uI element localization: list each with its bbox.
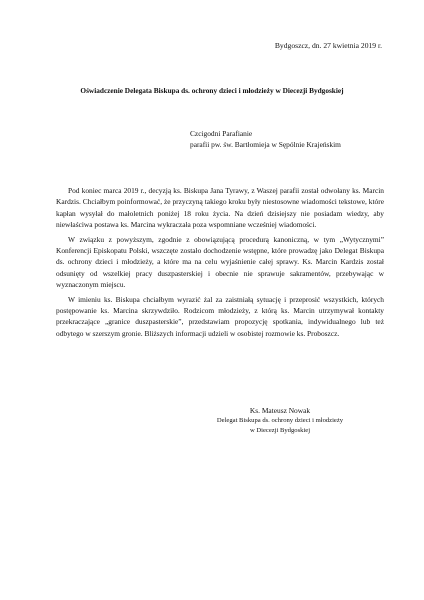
greeting-line-1: Czcigodni Parafianie [190,129,253,138]
signatory-role-line-1: Delegat Biskupa ds. ochrony dzieci i młodzieży [216,417,344,424]
greeting-line-2: parafii pw. św. Bartłomieja w Sępólnie Krajeńskim [190,140,341,149]
paragraph-3: W imieniu ks. Biskupa chciałbym wyrazić żal za zaistniałą sytuację i przeprosić wszystkich, których postępowanie ks. Marcina skrzywdziło. Rodzicom młodzieży, z którą ks. Marcin utrzymywał kontakty przekraczające „granice duszpasterskie”, przedstawiam propozycję spotkania, indywidualnego lub też odbytego w szerszym gronie. Bliższych informacji udzieli w osobistej rozmowie ks. Proboszcz. [56,294,384,338]
signatory-name: Ks. Mateusz Nowak [249,406,311,415]
signature-block [200,405,360,435]
letter-body [56,185,384,342]
signatory-role-line-2: w Diecezji Bydgoskiej [249,426,311,434]
paragraph-2: W związku z powyższym, zgodnie z obowiązującą procedurą kanoniczną, w tym „Wytycznymi” Konferencji Episkopatu Polski, wszczęte zostało dochodzenie wstępne, które prowadzę jako Delegat Biskupa ds. ochrony dzieci i młodzieży, a które ma na celu wyjaśnienie całej sprawy. Ks. Marcin Kardzis został odsunięty od wszelkiej pracy duszpasterskiej i obecnie nie sprawuje sakramentów, przebywając w wyznaczonym miejscu. [56,234,384,289]
greeting-block [190,128,341,150]
date-line: Bydgoszcz, dn. 27 kwietnia 2019 r. [274,41,382,50]
document-title: Oświadczenie Delegata Biskupa ds. ochrony dzieci i młodzieży w Diecezji Bydgoskiej [80,86,344,95]
paragraph-1: Pod koniec marca 2019 r., decyzją ks. Biskupa Jana Tyrawy, z Waszej parafii został odwołany ks. Marcin Kardzis. Chciałbym poinformować, że przyczyną takiego kroku były niestosowne wiadomości tekstowe, które kapłan wysyłał do małoletnich poniżej 18 roku życia. Na dzień dzisiejszy nie posiadam wiedzy, aby niewłaściwa postawa ks. Marcina wykraczała poza wspomniane wcześniej wiadomości. [56,186,384,229]
